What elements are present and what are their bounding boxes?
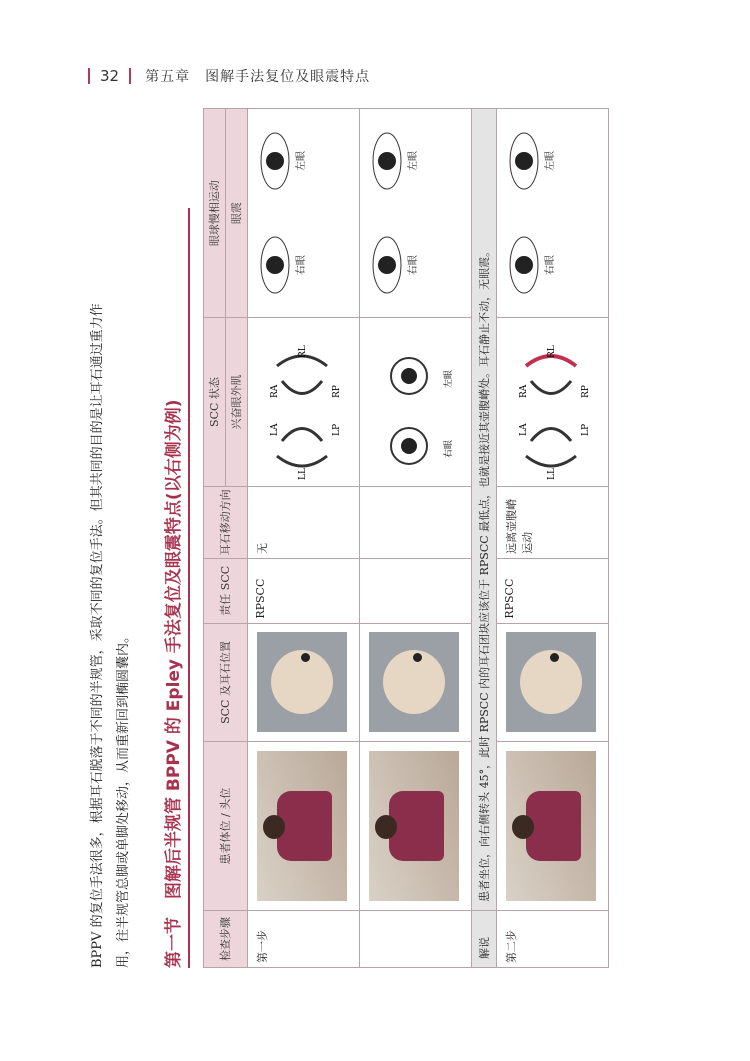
- right-eye-icon: [370, 235, 404, 295]
- note-label: 解说: [472, 910, 497, 967]
- canal-label-rl: RL: [298, 345, 308, 358]
- patient-sitting-image: [257, 751, 347, 901]
- canal-label-ra: RA: [519, 384, 529, 398]
- row2-responsible: [360, 558, 472, 623]
- canal-label-ra: RA: [270, 384, 280, 398]
- row2-nystagmus: [360, 109, 472, 318]
- canal-label-lp: LP: [581, 423, 591, 436]
- row3-responsible: RPSCC: [497, 558, 609, 623]
- header-divider: [129, 68, 131, 84]
- head-model-image: [369, 632, 459, 732]
- canal-label-la: LA: [519, 423, 529, 436]
- page-header: [88, 64, 370, 88]
- canal-label-rp: RP: [332, 384, 342, 398]
- header-scc-state: SCC 状态: [204, 318, 226, 487]
- header-eye: 眼球慢相运动: [204, 109, 226, 318]
- row1-responsible: RPSCC: [248, 558, 360, 623]
- scc-right-eye-label: 右眼: [444, 439, 454, 458]
- section-title: 图解后半规管 BPPV 的 Epley 手法复位及眼震特点(以右侧为例): [164, 399, 184, 899]
- left-eye-label: 左眼: [545, 151, 556, 172]
- left-eye-icon: [507, 131, 541, 191]
- header-scc-state-sub: 兴奋眼外肌: [226, 318, 248, 487]
- row1-scc-state: [248, 318, 360, 487]
- intro-paragraph: [85, 108, 137, 968]
- row2-movement: [360, 486, 472, 558]
- row2-step: [360, 910, 472, 967]
- row3-head-model: [497, 623, 609, 742]
- row2-scc-state: [360, 318, 472, 487]
- canal-label-ll: LL: [298, 467, 308, 480]
- header-movement: 耳石移动方向: [204, 486, 248, 558]
- row1-nystagmus: [248, 109, 360, 318]
- canal-diagram-icon: [506, 336, 596, 486]
- table-row: [360, 109, 472, 968]
- epley-table: [203, 108, 609, 968]
- right-eye-label: 右眼: [408, 255, 419, 276]
- header-step: 检查步骤: [204, 910, 248, 967]
- note-text: 患者坐位，向右侧转头 45°，此时 RPSCC 内的耳石团块应该位于 RPSCC 最低点，也就是接近其壶腹嵴处。耳石静止不动，无眼震。: [472, 109, 497, 911]
- eye-rotation-diagram-icon: [369, 336, 459, 486]
- header-responsible: 责任 SCC: [204, 558, 248, 623]
- rotated-content: [85, 108, 645, 968]
- head-model-image: [257, 632, 347, 732]
- intro-line-2: 用，往半规管总脚或单脚处移动，从而重新回到椭圆囊内。: [116, 629, 131, 968]
- header-eye-sub: 眼震: [226, 109, 248, 318]
- row1-patient-photo: [248, 742, 360, 911]
- patient-supine-image: [369, 751, 459, 901]
- table-row: [497, 109, 609, 968]
- scc-left-eye-label: 左眼: [444, 369, 454, 388]
- right-eye-icon: [258, 235, 292, 295]
- canal-label-lp: LP: [332, 423, 342, 436]
- right-eye-label: 右眼: [296, 255, 307, 276]
- left-eye-icon: [370, 131, 404, 191]
- header-position: 患者体位 / 头位: [204, 742, 248, 911]
- row3-scc-state: [497, 318, 609, 487]
- table-header-row: [204, 109, 226, 968]
- row1-head-model: [248, 623, 360, 742]
- header-bar: [88, 68, 90, 84]
- section-heading: [159, 208, 190, 968]
- canal-label-rl: RL: [547, 345, 557, 358]
- canal-label-la: LA: [270, 423, 280, 436]
- right-eye-icon: [507, 235, 541, 295]
- right-eye-label: 右眼: [545, 255, 556, 276]
- patient-head-turn-image: [506, 751, 596, 901]
- canal-diagram-icon: [257, 336, 347, 486]
- row3-nystagmus: [497, 109, 609, 318]
- header-scc-otolith: SCC 及耳石位置: [204, 623, 248, 742]
- table-row: [248, 109, 360, 968]
- left-eye-label: 左眼: [408, 151, 419, 172]
- page-number: 32: [100, 67, 120, 85]
- row3-step: 第二步: [497, 910, 609, 967]
- section-number: 第一节: [164, 917, 184, 968]
- row2-patient-photo: [360, 742, 472, 911]
- row2-head-model: [360, 623, 472, 742]
- intro-line-1: BPPV 的复位手法很多，根据耳石脱落于不同的半规管，采取不同的复位手法。但其共同的目的是让耳石通过重力作: [90, 303, 105, 968]
- canal-label-rp: RP: [581, 384, 591, 398]
- row3-movement: 远离壶腹嵴运动: [497, 486, 609, 558]
- row3-patient-photo: [497, 742, 609, 911]
- head-model-image: [506, 632, 596, 732]
- row1-movement: 无: [248, 486, 360, 558]
- canal-label-ll: LL: [547, 467, 557, 480]
- chapter-title: 第五章 图解手法复位及眼震特点: [145, 69, 371, 85]
- left-eye-label: 左眼: [296, 151, 307, 172]
- left-eye-icon: [258, 131, 292, 191]
- row1-step: 第一步: [248, 910, 360, 967]
- table-note-row: [472, 109, 497, 968]
